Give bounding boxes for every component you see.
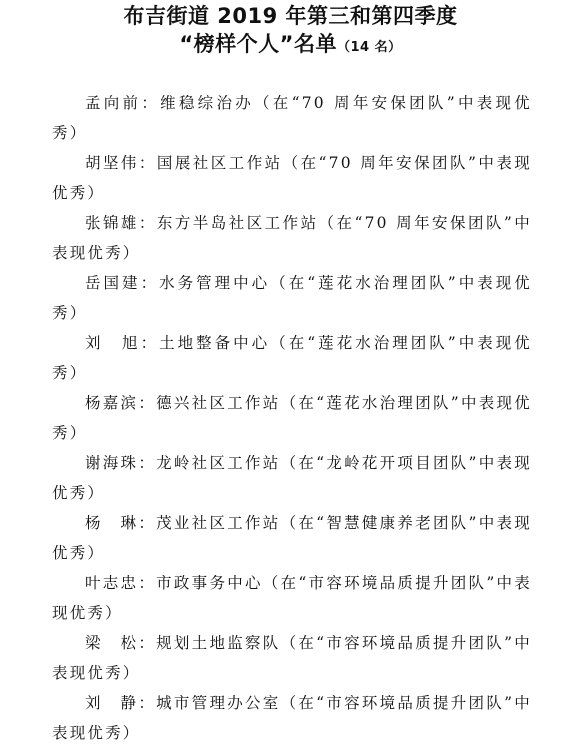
entry-name: 梁 松 bbox=[85, 634, 139, 652]
honoree-list bbox=[52, 88, 532, 748]
entry-name: 刘 旭 bbox=[85, 334, 141, 352]
list-item: 梁 松：规划土地监察队（在“市容环境品质提升团队”中表现优秀） bbox=[52, 634, 533, 682]
entry-name: 杨 琳 bbox=[85, 514, 139, 532]
entry-text: 规划土地监察队（在“市容环境品质提升团队”中表现优秀） bbox=[52, 634, 533, 682]
entry-name: 孟向前 bbox=[85, 94, 142, 112]
entry-text: 维稳综治办（在“70 周年安保团队”中表现优秀） bbox=[52, 94, 532, 142]
entry-text: 城市管理办公室（在“市容环境品质提升团队”中表现优秀） bbox=[52, 694, 533, 742]
list-item: 胡坚伟：国展社区工作站（在“70 周年安保团队”中表现优秀） bbox=[52, 154, 532, 202]
entry-text: 土地整备中心（在“莲花水治理团队”中表现优秀） bbox=[52, 334, 532, 382]
list-item: 叶志忠：市政事务中心（在“市容环境品质提升团队”中表现优秀） bbox=[52, 574, 533, 622]
entry-name: 岳国建 bbox=[85, 274, 141, 292]
entry-name: 叶志忠 bbox=[85, 574, 139, 592]
entry-name: 杨嘉滨 bbox=[85, 394, 139, 412]
entry-text: 市政事务中心（在“市容环境品质提升团队”中表现优秀） bbox=[52, 574, 533, 622]
list-item: 刘 静：城市管理办公室（在“市容环境品质提升团队”中表现优秀） bbox=[52, 694, 533, 742]
entry-text: 德兴社区工作站（在“莲花水治理团队”中表现优秀） bbox=[52, 394, 533, 442]
page-subtitle bbox=[0, 30, 581, 62]
list-item: 刘 旭：土地整备中心（在“莲花水治理团队”中表现优秀） bbox=[52, 334, 532, 382]
list-item: 杨 琳：茂业社区工作站（在“智慧健康养老团队”中表现优秀） bbox=[52, 514, 533, 562]
entry-name: 胡坚伟 bbox=[85, 154, 139, 172]
list-item: 杨嘉滨：德兴社区工作站（在“莲花水治理团队”中表现优秀） bbox=[52, 394, 533, 442]
entry-text: 国展社区工作站（在“70 周年安保团队”中表现优秀） bbox=[52, 154, 532, 202]
list-item: 岳国建：水务管理中心（在“莲花水治理团队”中表现优秀） bbox=[52, 274, 532, 322]
subtitle-text: “榜样个人”名单 bbox=[179, 32, 337, 56]
page-title: 布吉街道 2019 年第三和第四季度 bbox=[123, 4, 458, 28]
list-item: 孟向前：维稳综治办（在“70 周年安保团队”中表现优秀） bbox=[52, 94, 532, 142]
entry-text: 龙岭社区工作站（在“龙岭花开项目团队”中表现优秀） bbox=[52, 454, 533, 502]
entry-name: 张锦雄 bbox=[85, 214, 139, 232]
list-item: 谢海珠：龙岭社区工作站（在“龙岭花开项目团队”中表现优秀） bbox=[52, 454, 533, 502]
entry-name: 刘 静 bbox=[85, 694, 139, 712]
subtitle-count: （14 名） bbox=[336, 40, 402, 55]
entry-text: 东方半岛社区工作站（在“70 周年安保团队”中表现优秀） bbox=[52, 214, 532, 262]
entry-text: 水务管理中心（在“莲花水治理团队”中表现优秀） bbox=[52, 274, 532, 322]
entry-text: 茂业社区工作站（在“智慧健康养老团队”中表现优秀） bbox=[52, 514, 533, 562]
list-item: 张锦雄：东方半岛社区工作站（在“70 周年安保团队”中表现优秀） bbox=[52, 214, 532, 262]
entry-name: 谢海珠 bbox=[85, 454, 139, 472]
